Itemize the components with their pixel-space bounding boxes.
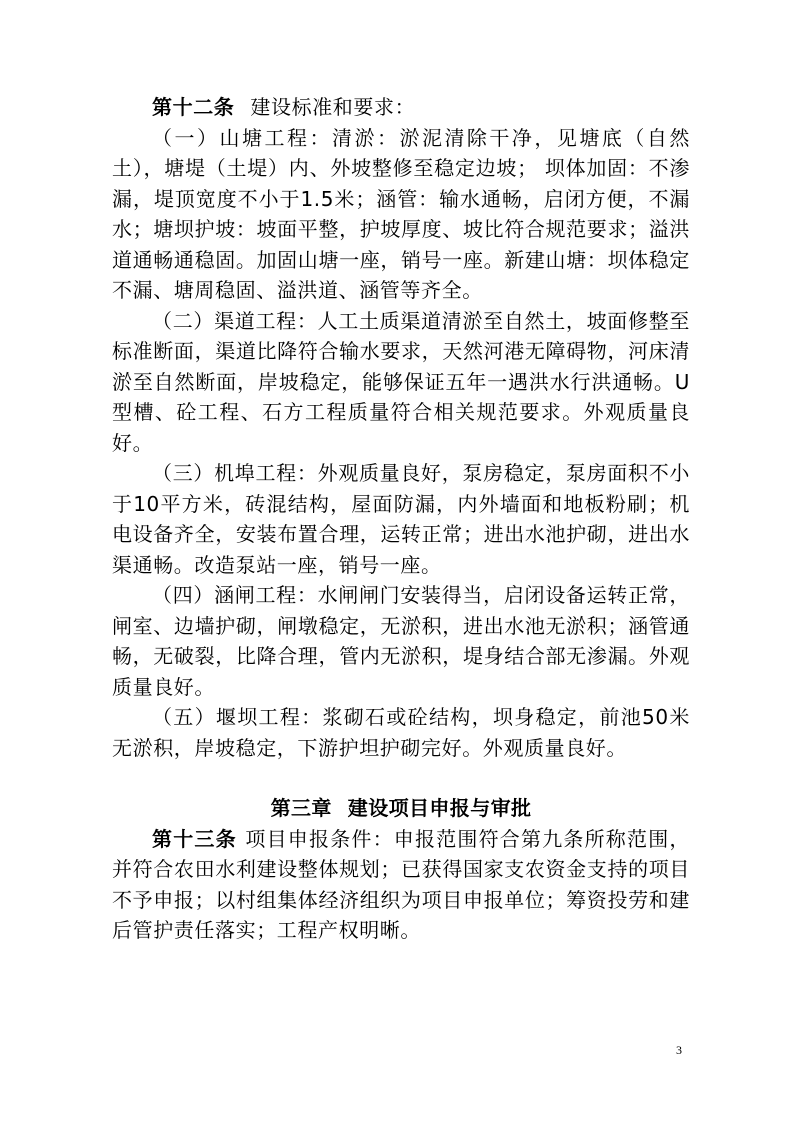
article-12-title: 建设标准和要求： (250, 95, 416, 119)
paragraph-qudao: （二）渠道工程：人工土质渠道清淤至自然土，坡面修整至标准断面，渠道比降符合输水要求，天然河港无障碍物，河床清淤至自然断面，岸坡稳定，能够保证五年一遇洪水行洪通畅。U型槽、砼工程、石方工程质量符合相关规范要求。外观质量良好。 (112, 308, 690, 455)
article-13 (112, 824, 690, 946)
paragraph-hanzha: （四）涵闸工程：水闸闸门安装得当，启闭设备运转正常，闸室、边墙护砌，闸墩稳定，无淤积，进出水池无淤积；涵管通畅，无破裂，比降合理，管内无淤积，堤身结合部无渗漏。外观质量良好。 (112, 583, 690, 699)
chapter-3-number: 第三章 (270, 796, 332, 820)
chapter-3-heading (112, 793, 690, 824)
paragraph-yanba: （五）堰坝工程：浆砌石或砼结构，坝身稳定，前池50米无淤积，岸坡稳定，下游护坦护砌完好。外观质量良好。 (112, 705, 690, 760)
chapter-3-title: 建设项目申报与审批 (347, 796, 532, 820)
paragraph-jibu: （三）机埠工程：外观质量良好，泵房稳定，泵房面积不小于10平方米，砖混结构，屋面防漏，内外墙面和地板粉刷；机电设备齐全，安装布置合理，运转正常；进出水池护砌，进出水渠通畅。改造泵站一座，销号一座。 (112, 461, 690, 577)
article-12-heading (112, 92, 690, 123)
page-number: 3 (676, 1043, 682, 1057)
paragraph-shantang: （一）山塘工程：清淤：淤泥清除干净，见塘底（自然土），塘堤（土堤）内、外坡整修至稳定边坡； 坝体加固：不渗漏，堤顶宽度不小于1.5米；涵管：输水通畅，启闭方便，不漏水；塘坝护坡：坡面平整，护坡厚度、坡比符合规范要求；溢洪道通畅通稳固。加固山塘一座，销号一座。新建山塘：坝体稳定不漏、塘周稳固、溢洪道、涵管等齐全。 (112, 125, 690, 302)
article-12-number: 第十二条 (152, 95, 235, 119)
page-content (112, 92, 690, 946)
article-13-number: 第十三条 (152, 826, 237, 851)
article-13-text: 项目申报条件：申报范围符合第九条所称范围，并符合农田水利建设整体规划；已获得国家支农资金支持的项目不予申报；以村组集体经济组织为项目申报单位；筹资投劳和建后管护责任落实；工程产权明晰。 (112, 826, 690, 942)
